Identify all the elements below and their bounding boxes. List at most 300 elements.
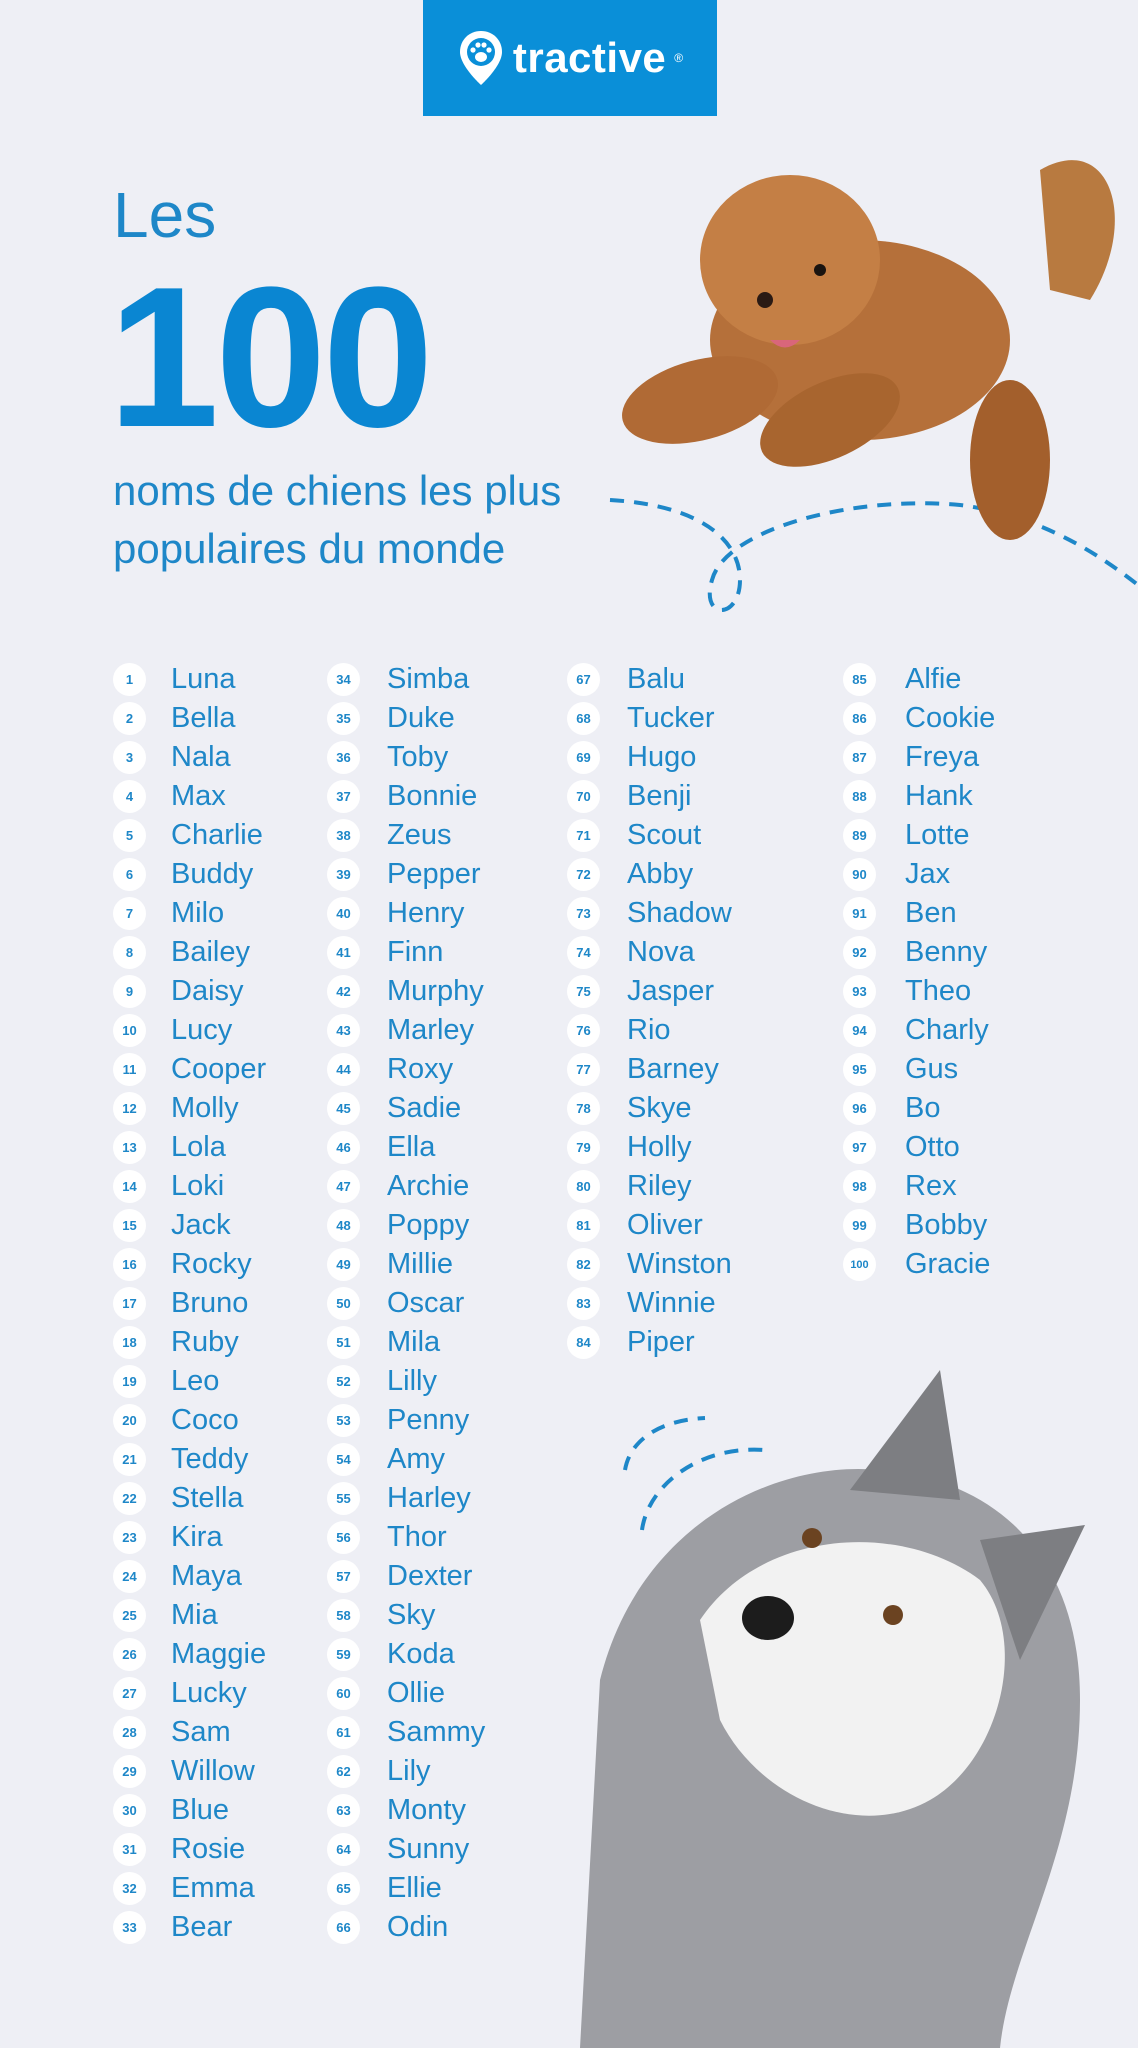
name-list-item: [567, 1245, 732, 1284]
name-list-item: [843, 660, 995, 699]
name-list-item: [113, 1635, 266, 1674]
motion-arc-1: [625, 1418, 705, 1470]
name-list-item: [327, 1674, 485, 1713]
rank-badge: 9: [113, 975, 146, 1008]
dog-name: Lucy: [171, 1014, 233, 1046]
rank-badge: 58: [327, 1599, 360, 1632]
rank-badge: 77: [567, 1053, 600, 1086]
name-list-item: [113, 1791, 266, 1830]
dog-name: Charly: [905, 1014, 989, 1046]
dog-name: Koda: [387, 1638, 455, 1670]
name-list-item: [567, 1050, 732, 1089]
rank-badge: 98: [843, 1170, 876, 1203]
rank-badge: 70: [567, 780, 600, 813]
rank-badge: 72: [567, 858, 600, 891]
name-list-item: [327, 1401, 485, 1440]
rank-badge: 30: [113, 1794, 146, 1827]
dog-name: Jax: [905, 858, 951, 890]
rank-badge: 100: [843, 1248, 876, 1281]
dog-name: Pepper: [387, 858, 481, 890]
dog-name: Bailey: [171, 936, 250, 968]
rank-badge: 27: [113, 1677, 146, 1710]
name-list-item: [843, 1206, 995, 1245]
name-list-item: [113, 816, 266, 855]
rank-badge: 40: [327, 897, 360, 930]
dog-name: Bonnie: [387, 780, 478, 812]
brand-name: tractive: [512, 34, 667, 81]
name-list-item: [327, 1713, 485, 1752]
dog-name: Stella: [171, 1482, 244, 1514]
dog-name: Milo: [171, 897, 225, 929]
dog-name: Barney: [627, 1053, 719, 1085]
dog-name: Shadow: [627, 897, 732, 929]
rank-badge: 3: [113, 741, 146, 774]
dog-name: Teddy: [171, 1443, 249, 1475]
rank-badge: 47: [327, 1170, 360, 1203]
rank-badge: 82: [567, 1248, 600, 1281]
name-list-item: [567, 855, 732, 894]
rank-badge: 56: [327, 1521, 360, 1554]
dog-name: Benji: [627, 780, 692, 812]
name-list-item: [843, 1245, 995, 1284]
name-list-item: [843, 1089, 995, 1128]
dog-name: Maya: [171, 1560, 242, 1592]
rank-badge: 4: [113, 780, 146, 813]
name-list-item: [113, 972, 266, 1011]
rank-badge: 99: [843, 1209, 876, 1242]
rank-badge: 60: [327, 1677, 360, 1710]
rank-badge: 34: [327, 663, 360, 696]
name-list-item: [113, 699, 266, 738]
name-list-item: [567, 894, 732, 933]
dog-name: Balu: [627, 663, 686, 695]
rank-badge: 11: [113, 1053, 146, 1086]
name-list-item: [567, 660, 732, 699]
dog-name: Lily: [387, 1755, 431, 1787]
rank-badge: 80: [567, 1170, 600, 1203]
dog-name: Benny: [905, 936, 988, 968]
rank-badge: 89: [843, 819, 876, 852]
rank-badge: 43: [327, 1014, 360, 1047]
brown-dog-image: [612, 160, 1114, 540]
name-list-item: [843, 972, 995, 1011]
dog-name: Tucker: [627, 702, 715, 734]
rank-badge: 81: [567, 1209, 600, 1242]
name-list-item: [567, 1284, 732, 1323]
rank-badge: 86: [843, 702, 876, 735]
rank-badge: 97: [843, 1131, 876, 1164]
dog-name: Freya: [905, 741, 980, 773]
name-list-item: [113, 1362, 266, 1401]
name-list-item: [113, 1245, 266, 1284]
dog-name: Dexter: [387, 1560, 473, 1592]
dog-name: Hugo: [627, 741, 697, 773]
dog-name: Ruby: [171, 1326, 239, 1358]
dog-name: Bear: [171, 1911, 233, 1943]
rank-badge: 64: [327, 1833, 360, 1866]
name-list-item: [327, 1362, 485, 1401]
dog-name: Blue: [171, 1794, 230, 1826]
dashed-trail-top: [610, 500, 1138, 610]
name-list-item: [327, 816, 485, 855]
name-list-item: [843, 1128, 995, 1167]
rank-badge: 21: [113, 1443, 146, 1476]
rank-badge: 92: [843, 936, 876, 969]
rank-badge: 32: [113, 1872, 146, 1905]
name-list-item: [843, 1011, 995, 1050]
rank-badge: 94: [843, 1014, 876, 1047]
dog-name: Winston: [627, 1248, 732, 1280]
name-list-item: [113, 1869, 266, 1908]
rank-badge: 25: [113, 1599, 146, 1632]
rank-badge: 85: [843, 663, 876, 696]
dog-name: Henry: [387, 897, 465, 929]
rank-badge: 8: [113, 936, 146, 969]
rank-badge: 51: [327, 1326, 360, 1359]
dog-name: Marley: [387, 1014, 475, 1046]
name-list-item: [843, 933, 995, 972]
dog-name: Bruno: [171, 1287, 249, 1319]
rank-badge: 66: [327, 1911, 360, 1944]
name-list-item: [327, 1284, 485, 1323]
rank-badge: 73: [567, 897, 600, 930]
dog-name: Gus: [905, 1053, 959, 1085]
name-list-item: [327, 1128, 485, 1167]
name-list-item: [113, 1206, 266, 1245]
name-list-item: [113, 1752, 266, 1791]
name-list-item: [327, 1245, 485, 1284]
dog-name: Amy: [387, 1443, 445, 1475]
name-list-item: [327, 1518, 485, 1557]
name-list-item: [327, 1440, 485, 1479]
name-list-item: [327, 972, 485, 1011]
name-list-item: [113, 855, 266, 894]
dog-name: Ellie: [387, 1872, 442, 1904]
dog-name: Bo: [905, 1092, 941, 1124]
name-list-item: [843, 777, 995, 816]
rank-badge: 57: [327, 1560, 360, 1593]
name-list-item: [113, 1011, 266, 1050]
names-column-1: [113, 660, 266, 1947]
name-list-item: [113, 1089, 266, 1128]
name-list-item: [843, 894, 995, 933]
dog-name: Millie: [387, 1248, 454, 1280]
dog-name: Odin: [387, 1911, 449, 1943]
dog-name: Lola: [171, 1131, 226, 1163]
rank-badge: 78: [567, 1092, 600, 1125]
name-list-item: [327, 1830, 485, 1869]
rank-badge: 69: [567, 741, 600, 774]
rank-badge: 83: [567, 1287, 600, 1320]
dog-name: Skye: [627, 1092, 692, 1124]
rank-badge: 88: [843, 780, 876, 813]
dog-name: Jack: [171, 1209, 231, 1241]
name-list-item: [327, 894, 485, 933]
rank-badge: 46: [327, 1131, 360, 1164]
name-list-item: [327, 1557, 485, 1596]
rank-badge: 54: [327, 1443, 360, 1476]
dog-name: Sadie: [387, 1092, 462, 1124]
dog-name: Harley: [387, 1482, 471, 1514]
name-list-item: [113, 1518, 266, 1557]
name-list-item: [113, 933, 266, 972]
dog-name: Piper: [627, 1326, 695, 1358]
name-list-item: [113, 1713, 266, 1752]
rank-badge: 49: [327, 1248, 360, 1281]
rank-badge: 67: [567, 663, 600, 696]
name-list-item: [113, 1908, 266, 1947]
rank-badge: 44: [327, 1053, 360, 1086]
dog-name: Scout: [627, 819, 702, 851]
rank-badge: 5: [113, 819, 146, 852]
rank-badge: 55: [327, 1482, 360, 1515]
rank-badge: 61: [327, 1716, 360, 1749]
dog-name: Bobby: [905, 1209, 988, 1241]
dog-name: Max: [171, 780, 226, 812]
name-list-item: [113, 1167, 266, 1206]
rank-badge: 53: [327, 1404, 360, 1437]
rank-badge: 91: [843, 897, 876, 930]
name-list-item: [113, 1557, 266, 1596]
name-list-item: [113, 1050, 266, 1089]
name-list-item: [327, 1791, 485, 1830]
dog-name: Roxy: [387, 1053, 454, 1085]
rank-badge: 28: [113, 1716, 146, 1749]
name-list-item: [327, 1206, 485, 1245]
name-list-item: [327, 738, 485, 777]
rank-badge: 87: [843, 741, 876, 774]
name-list-item: [567, 933, 732, 972]
rank-badge: 33: [113, 1911, 146, 1944]
rank-badge: 2: [113, 702, 146, 735]
dog-name: Zeus: [387, 819, 452, 851]
name-list-item: [113, 1440, 266, 1479]
rank-badge: 96: [843, 1092, 876, 1125]
name-list-item: [113, 777, 266, 816]
name-list-item: [327, 1089, 485, 1128]
name-list-item: [113, 738, 266, 777]
name-list-item: [567, 1206, 732, 1245]
rank-badge: 17: [113, 1287, 146, 1320]
dog-name: Penny: [387, 1404, 470, 1436]
dog-name: Leo: [171, 1365, 220, 1397]
rank-badge: 1: [113, 663, 146, 696]
dog-name: Charlie: [171, 819, 263, 851]
rank-badge: 62: [327, 1755, 360, 1788]
rank-badge: 18: [113, 1326, 146, 1359]
name-list-item: [327, 699, 485, 738]
name-list-item: [327, 1752, 485, 1791]
dog-name: Sammy: [387, 1716, 486, 1748]
rank-badge: 16: [113, 1248, 146, 1281]
rank-badge: 50: [327, 1287, 360, 1320]
rank-badge: 79: [567, 1131, 600, 1164]
name-list-item: [327, 1869, 485, 1908]
rank-badge: 71: [567, 819, 600, 852]
dog-name: Nova: [627, 936, 695, 968]
dog-name: Coco: [171, 1404, 239, 1436]
dog-name: Molly: [171, 1092, 239, 1124]
rank-badge: 24: [113, 1560, 146, 1593]
name-list-item: [567, 1011, 732, 1050]
title-number: 100: [108, 246, 430, 469]
name-list-item: [327, 1050, 485, 1089]
name-list-item: [567, 738, 732, 777]
name-list-item: [567, 816, 732, 855]
dog-name: Archie: [387, 1170, 470, 1202]
dog-name: Lilly: [387, 1365, 437, 1397]
dog-name: Lucky: [171, 1677, 247, 1709]
name-list-item: [567, 1089, 732, 1128]
dog-name: Toby: [387, 741, 449, 773]
dog-name: Abby: [627, 858, 694, 890]
name-list-item: [327, 1323, 485, 1362]
dog-name: Bella: [171, 702, 236, 734]
rank-badge: 63: [327, 1794, 360, 1827]
title-line: Les: [113, 179, 217, 251]
dog-name: Rex: [905, 1170, 957, 1202]
dog-name: Mila: [387, 1326, 441, 1358]
rank-badge: 41: [327, 936, 360, 969]
name-list-item: [843, 1050, 995, 1089]
rank-badge: 22: [113, 1482, 146, 1515]
dog-name: Oscar: [387, 1287, 465, 1319]
rank-badge: 75: [567, 975, 600, 1008]
name-list-item: [113, 660, 266, 699]
dog-name: Emma: [171, 1872, 255, 1904]
rank-badge: 19: [113, 1365, 146, 1398]
name-list-item: [843, 816, 995, 855]
dog-name: Poppy: [387, 1209, 470, 1241]
rank-badge: 59: [327, 1638, 360, 1671]
name-list-item: [113, 1830, 266, 1869]
dog-name: Thor: [387, 1521, 447, 1553]
name-list-item: [327, 1596, 485, 1635]
names-column-4: [843, 660, 995, 1284]
dog-name: Maggie: [171, 1638, 267, 1670]
rank-badge: 7: [113, 897, 146, 930]
rank-badge: 52: [327, 1365, 360, 1398]
rank-badge: 36: [327, 741, 360, 774]
dog-name: Ollie: [387, 1677, 446, 1709]
dog-name: Alfie: [905, 663, 962, 695]
name-list-item: [327, 777, 485, 816]
name-list-item: [113, 1479, 266, 1518]
dog-name: Hank: [905, 780, 973, 812]
names-column-3: [567, 660, 732, 1362]
dog-name: Gracie: [905, 1248, 991, 1280]
rank-badge: 31: [113, 1833, 146, 1866]
rank-badge: 15: [113, 1209, 146, 1242]
dog-name: Daisy: [171, 975, 244, 1007]
rank-badge: 84: [567, 1326, 600, 1359]
dog-name: Monty: [387, 1794, 466, 1826]
dog-name: Winnie: [627, 1287, 716, 1319]
name-list-item: [843, 1167, 995, 1206]
rank-badge: 74: [567, 936, 600, 969]
dog-name: Rio: [627, 1014, 671, 1046]
name-list-item: [567, 1128, 732, 1167]
rank-badge: 35: [327, 702, 360, 735]
dog-name: Ben: [905, 897, 957, 929]
rank-badge: 76: [567, 1014, 600, 1047]
name-list-item: [567, 1323, 732, 1362]
name-list-item: [843, 855, 995, 894]
name-list-item: [113, 1596, 266, 1635]
dog-name: Loki: [171, 1170, 225, 1202]
dog-name: Oliver: [627, 1209, 703, 1241]
dog-name: Sam: [171, 1716, 231, 1748]
rank-badge: 93: [843, 975, 876, 1008]
dog-name: Cooper: [171, 1053, 267, 1085]
name-list-item: [327, 1011, 485, 1050]
dog-name: Lotte: [905, 819, 970, 851]
rank-badge: 42: [327, 975, 360, 1008]
name-list-item: [327, 1635, 485, 1674]
name-list-item: [113, 1128, 266, 1167]
name-list-item: [113, 1284, 266, 1323]
rank-badge: 38: [327, 819, 360, 852]
dog-name: Riley: [627, 1170, 692, 1202]
name-list-item: [327, 1908, 485, 1947]
rank-badge: 20: [113, 1404, 146, 1437]
rank-badge: 23: [113, 1521, 146, 1554]
rank-badge: 48: [327, 1209, 360, 1242]
rank-badge: 6: [113, 858, 146, 891]
husky-image: [580, 1370, 1085, 2048]
dog-name: Jasper: [627, 975, 715, 1007]
name-list-item: [327, 1479, 485, 1518]
name-list-item: [113, 1323, 266, 1362]
name-list-item: [327, 855, 485, 894]
dog-name: Luna: [171, 663, 236, 695]
dog-name: Otto: [905, 1131, 960, 1163]
dog-name: Sky: [387, 1599, 436, 1631]
dog-name: Murphy: [387, 975, 484, 1007]
rank-badge: 29: [113, 1755, 146, 1788]
subtitle: noms de chiens les plus populaires du monde: [113, 467, 562, 572]
dog-name: Nala: [171, 741, 231, 773]
dog-name: Sunny: [387, 1833, 470, 1865]
dog-name: Theo: [905, 975, 972, 1007]
dog-name: Rosie: [171, 1833, 246, 1865]
dog-name: Kira: [171, 1521, 223, 1553]
dog-name: Mia: [171, 1599, 218, 1631]
rank-badge: 14: [113, 1170, 146, 1203]
rank-badge: 13: [113, 1131, 146, 1164]
dog-name: Holly: [627, 1131, 692, 1163]
dog-name: Cookie: [905, 702, 996, 734]
name-list-item: [327, 933, 485, 972]
dog-name: Rocky: [171, 1248, 252, 1280]
dog-name: Ella: [387, 1131, 436, 1163]
dog-name: Willow: [171, 1755, 255, 1787]
rank-badge: 65: [327, 1872, 360, 1905]
names-column-2: [327, 660, 485, 1947]
rank-badge: 26: [113, 1638, 146, 1671]
trademark: ®: [674, 51, 684, 65]
rank-badge: 90: [843, 858, 876, 891]
dog-name: Simba: [387, 663, 470, 695]
rank-badge: 12: [113, 1092, 146, 1125]
name-list-item: [843, 738, 995, 777]
name-list-item: [327, 1167, 485, 1206]
rank-badge: 68: [567, 702, 600, 735]
name-list-item: [567, 972, 732, 1011]
rank-badge: 37: [327, 780, 360, 813]
name-list-item: [567, 699, 732, 738]
name-list-item: [113, 894, 266, 933]
